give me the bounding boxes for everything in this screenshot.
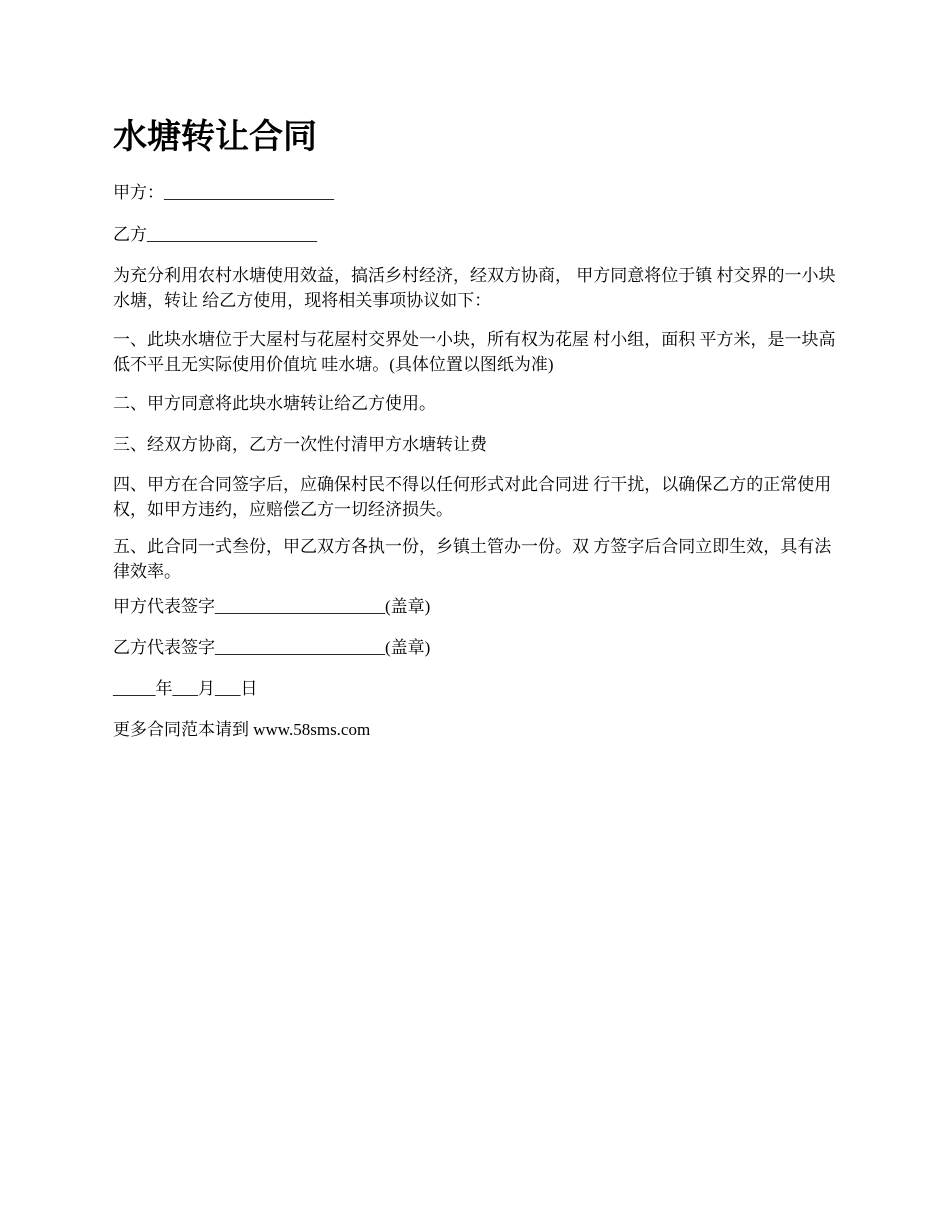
document-title: 水塘转让合同 bbox=[113, 117, 317, 157]
party-a-line: 甲方：____________________ bbox=[113, 183, 334, 202]
clause-5: 五、此合同一式叁份，甲乙双方各执一份，乡镇土管办一份。双 方签字后合同立即生效，具有法律效率。 bbox=[113, 537, 832, 581]
clause-2: 二、甲方同意将此块水塘转让给乙方使用。 bbox=[113, 394, 436, 413]
party-b-line: 乙方____________________ bbox=[113, 225, 317, 244]
date-line: _____年___月___日 bbox=[113, 679, 258, 698]
clause-4: 四、甲方在合同签字后，应确保村民不得以任何形式对此合同进 行干扰，以确保乙方的正常使用权，如甲方违约，应赔偿乙方一切经济损失。 bbox=[113, 475, 832, 519]
clause-3: 三、经双方协商，乙方一次性付清甲方水塘转让费 bbox=[113, 435, 487, 454]
clause-1: 一、此块水塘位于大屋村与花屋村交界处一小块，所有权为花屋 村小组，面积 平方米，是一块高低不平且无实际使用价值坑 哇水塘。(具体位置以图纸为准) bbox=[113, 330, 836, 374]
signature-party-b: 乙方代表签字____________________(盖章) bbox=[113, 638, 431, 657]
footer-link-text: 更多合同范本请到 www.58sms.com bbox=[113, 720, 371, 739]
intro-paragraph: 为充分利用农村水塘使用效益，搞活乡村经济，经双方协商， 甲方同意将位于镇 村交界的一小块水塘，转让 给乙方使用，现将相关事项协议如下： bbox=[113, 266, 836, 310]
signature-party-a: 甲方代表签字____________________(盖章) bbox=[113, 597, 431, 616]
